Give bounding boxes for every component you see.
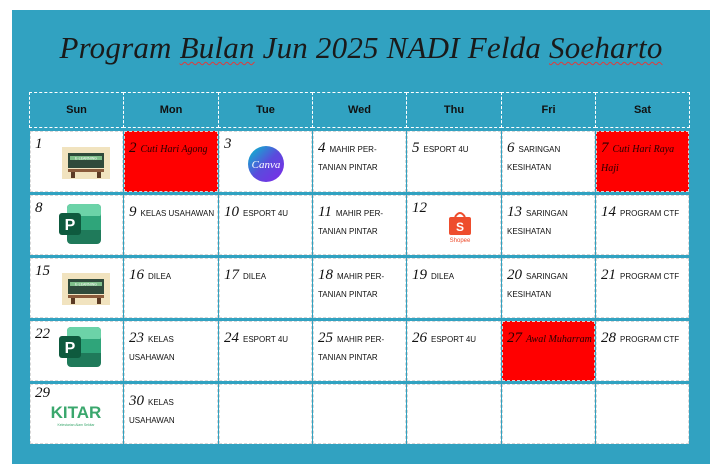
day-number: 7 [601, 140, 609, 156]
event-text: SARINGAN KESIHATAN [507, 272, 568, 299]
day-number: 2 [129, 140, 137, 156]
header-thu: Thu [406, 92, 502, 128]
empty-cell [596, 384, 689, 444]
event-text: SARINGAN KESIHATAN [507, 145, 561, 172]
svg-text:Kelestarian Alam Sekitar: Kelestarian Alam Sekitar [57, 423, 95, 427]
event-text: MAHIR PER-TANIAN PINTAR [318, 209, 384, 236]
day-number: 27 [507, 330, 522, 346]
event-text: ESPORT 4U [243, 335, 289, 344]
day-cell-20 [502, 258, 595, 318]
shopee-icon [446, 210, 474, 249]
event-text: KELAS USAHAWAN [129, 335, 175, 362]
day-cell-28 [596, 321, 689, 381]
day-number: 20 [507, 267, 522, 283]
svg-text:E-LEARNING: E-LEARNING [75, 156, 97, 161]
day-cell-19 [407, 258, 501, 318]
day-cell-24 [219, 321, 312, 381]
day-number: 28 [601, 330, 616, 346]
day-cell-11 [313, 195, 406, 255]
day-cell-23 [124, 321, 218, 381]
day-cell-9 [124, 195, 218, 255]
day-number: 30 [129, 393, 144, 409]
day-number: 17 [224, 267, 239, 283]
day-cell-10 [219, 195, 312, 255]
svg-text:KITAR: KITAR [50, 403, 102, 422]
day-cell-17 [219, 258, 312, 318]
day-number: 12 [412, 200, 427, 216]
day-cell-29 [30, 384, 123, 444]
event-text: ESPORT 4U [431, 335, 477, 344]
e-learning-icon [62, 147, 110, 184]
header-mon: Mon [123, 92, 219, 128]
event-text: PROGRAM CTF [620, 209, 680, 218]
header-tue: Tue [218, 92, 313, 128]
header-sun: Sun [29, 92, 124, 128]
event-text: Awal Muharram [526, 334, 592, 345]
event-text: SARINGAN KESIHATAN [507, 209, 568, 236]
header-fri: Fri [501, 92, 596, 128]
day-cell-12 [407, 195, 501, 255]
event-text: ESPORT 4U [243, 209, 289, 218]
event-text: MAHIR PER-TANIAN PINTAR [318, 145, 378, 172]
event-text: DILEA [431, 272, 455, 281]
powerpoint-icon [57, 325, 103, 374]
day-cell-3 [219, 131, 312, 192]
day-number: 11 [318, 204, 332, 220]
day-number: 14 [601, 204, 616, 220]
day-cell-4 [313, 131, 406, 192]
day-number: 19 [412, 267, 427, 283]
day-cell-6 [502, 131, 595, 192]
day-cell-5 [407, 131, 501, 192]
kitar-logo-icon [41, 401, 111, 436]
day-number: 1 [35, 136, 43, 152]
day-cell-21 [596, 258, 689, 318]
day-cell-30 [124, 384, 218, 444]
svg-text:S: S [455, 220, 465, 234]
day-cell-8 [30, 195, 123, 255]
event-text: PROGRAM CTF [620, 335, 680, 344]
day-cell-18 [313, 258, 406, 318]
svg-text:Shopee: Shopee [449, 238, 471, 244]
e-learning-icon [62, 273, 110, 310]
day-number: 29 [35, 385, 50, 401]
day-number: 23 [129, 330, 144, 346]
powerpoint-icon [57, 202, 103, 251]
day-number: 25 [318, 330, 333, 346]
day-cell-14 [596, 195, 689, 255]
day-number: 4 [318, 140, 326, 156]
event-text: Cuti Hari Raya Haji [601, 144, 675, 174]
event-text: ESPORT 4U [423, 145, 469, 154]
day-cell-16 [124, 258, 218, 318]
day-number: 26 [412, 330, 427, 346]
empty-cell [313, 384, 406, 444]
event-text: PROGRAM CTF [620, 272, 680, 281]
day-cell-26 [407, 321, 501, 381]
svg-text:Canva: Canva [251, 159, 281, 171]
day-cell-27 [502, 321, 595, 381]
event-text: Cuti Hari Agong [140, 144, 208, 155]
day-number: 3 [224, 136, 232, 152]
event-text: KELAS USAHAWAN [140, 209, 215, 218]
svg-text:E-LEARNING: E-LEARNING [75, 282, 97, 287]
event-text: DILEA [243, 272, 267, 281]
day-number: 15 [35, 263, 50, 279]
header-wed: Wed [312, 92, 407, 128]
day-cell-15 [30, 258, 123, 318]
svg-text:P: P [64, 340, 76, 357]
day-number: 6 [507, 140, 515, 156]
day-cell-13 [502, 195, 595, 255]
day-cell-22 [30, 321, 123, 381]
empty-cell [407, 384, 501, 444]
event-text: MAHIR PER-TANIAN PINTAR [318, 335, 385, 362]
day-cell-7 [596, 131, 689, 192]
page-title: Program Bulan Jun 2025 NADI Felda Soeharto [59, 30, 663, 65]
day-number: 21 [601, 267, 616, 283]
day-cell-2 [124, 131, 218, 192]
day-number: 5 [412, 140, 420, 156]
day-number: 24 [224, 330, 239, 346]
day-cell-25 [313, 321, 406, 381]
day-number: 13 [507, 204, 522, 220]
canva-icon [243, 146, 289, 187]
event-text: KELAS USAHAWAN [129, 398, 175, 425]
day-number: 9 [129, 204, 137, 220]
svg-text:P: P [64, 217, 76, 234]
day-number: 18 [318, 267, 333, 283]
event-text: MAHIR PER-TANIAN PINTAR [318, 272, 385, 299]
day-number: 10 [224, 204, 239, 220]
day-number: 22 [35, 326, 50, 342]
day-number: 16 [129, 267, 144, 283]
empty-cell [219, 384, 312, 444]
header-sat: Sat [595, 92, 690, 128]
empty-cell [502, 384, 595, 444]
day-number: 8 [35, 200, 43, 216]
day-cell-1 [30, 131, 123, 192]
event-text: DILEA [148, 272, 172, 281]
